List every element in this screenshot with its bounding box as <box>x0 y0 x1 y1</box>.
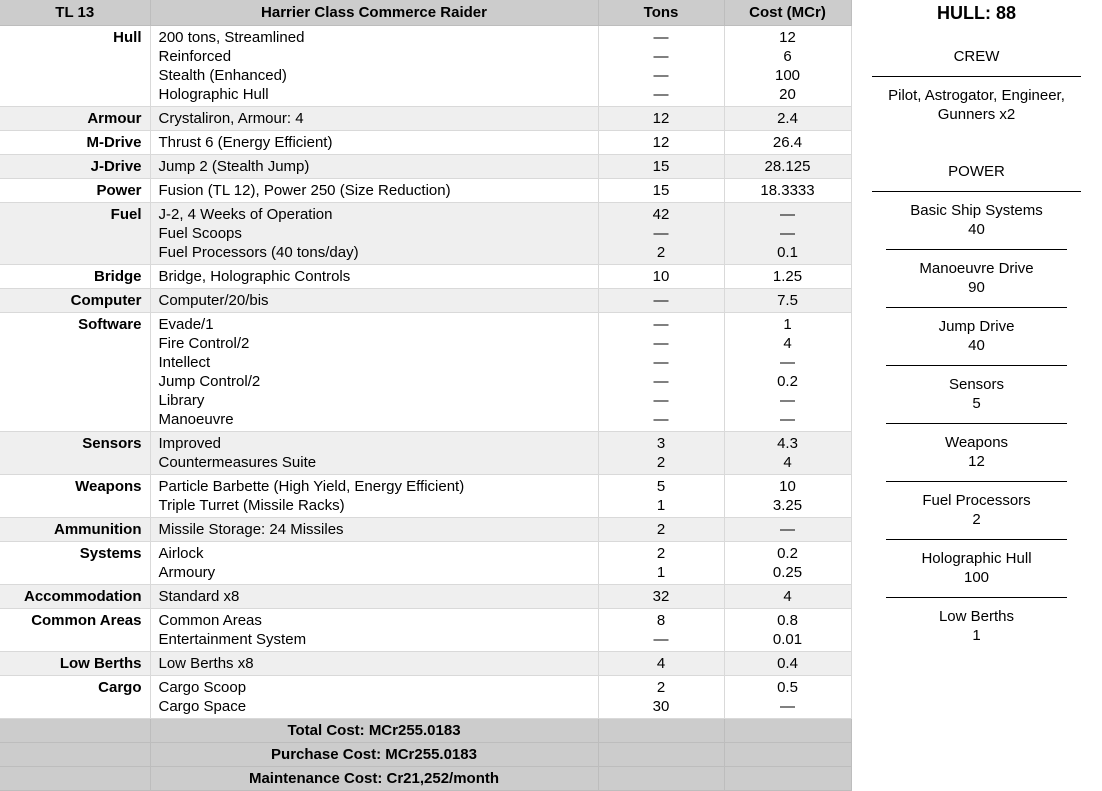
row-description: Fuel Scoops <box>158 225 242 242</box>
row-description-cell <box>150 676 598 719</box>
row-description: J-2, 4 Weeks of Operation <box>158 206 333 223</box>
row-description: Improved <box>158 435 222 452</box>
row-cost: 4 <box>783 588 792 605</box>
row-tons: — <box>653 225 669 242</box>
row-category: Fuel <box>0 203 150 265</box>
row-cost-cell <box>724 432 851 475</box>
row-cost: — <box>780 698 795 715</box>
row-cost-cell <box>724 203 851 265</box>
cost-header: Cost (MCr) <box>724 0 851 26</box>
row-category: Power <box>0 179 150 203</box>
row-description-cell <box>150 585 598 609</box>
power-item <box>851 598 1102 655</box>
row-cost-cell <box>724 26 851 107</box>
row-tons: 32 <box>652 588 670 605</box>
row-tons-cell <box>598 313 724 432</box>
row-tons: — <box>653 67 669 84</box>
power-item-label: Fuel Processors <box>922 492 1031 509</box>
row-cost: — <box>780 392 795 409</box>
row-description: Crystaliron, Armour: 4 <box>158 110 304 127</box>
row-tons-cell <box>598 585 724 609</box>
row-cost-cell <box>724 652 851 676</box>
row-cost: 0.25 <box>772 564 803 581</box>
row-cost: 100 <box>774 67 801 84</box>
row-tons-cell <box>598 542 724 585</box>
row-category: Sensors <box>0 432 150 475</box>
row-tons: — <box>653 411 669 428</box>
total-cost: Total Cost: MCr255.0183 <box>150 719 598 743</box>
row-tons: 2 <box>656 545 666 562</box>
row-description: Intellect <box>158 354 211 371</box>
footer-blank <box>724 743 851 767</box>
row-cost: 7.5 <box>777 292 798 309</box>
row-category: Cargo <box>0 676 150 719</box>
table-row <box>0 107 851 131</box>
row-description-cell <box>150 652 598 676</box>
power-item <box>851 540 1102 597</box>
row-tons-cell <box>598 179 724 203</box>
row-tons: 2 <box>656 679 666 696</box>
hull-points-title: HULL: 88 <box>936 3 1016 23</box>
row-cost: 26.4 <box>772 134 803 151</box>
footer-blank <box>724 767 851 791</box>
row-cost: 0.01 <box>772 631 803 648</box>
row-cost-cell <box>724 313 851 432</box>
row-cost: 3.25 <box>772 497 803 514</box>
row-tons: 3 <box>656 435 666 452</box>
table-row <box>0 179 851 203</box>
row-cost: 2.4 <box>777 110 798 127</box>
row-description: Fire Control/2 <box>158 335 250 352</box>
row-tons-cell <box>598 265 724 289</box>
row-description-cell <box>150 107 598 131</box>
row-cost: — <box>780 411 795 428</box>
power-item <box>851 424 1102 481</box>
row-description: Holographic Hull <box>158 86 269 103</box>
row-category: Accommodation <box>0 585 150 609</box>
row-description: Triple Turret (Missile Racks) <box>158 497 345 514</box>
row-tons-cell <box>598 518 724 542</box>
row-cost: 6 <box>783 48 792 65</box>
row-description-cell <box>150 203 598 265</box>
row-tons: 5 <box>656 478 666 495</box>
row-description-cell <box>150 518 598 542</box>
row-category: J-Drive <box>0 155 150 179</box>
table-row <box>0 289 851 313</box>
row-description-cell <box>150 179 598 203</box>
power-item-value: 12 <box>968 453 985 470</box>
tons-header: Tons <box>598 0 724 26</box>
row-description: Reinforced <box>158 48 232 65</box>
crew-list-line: Pilot, Astrogator, Engineer, <box>888 87 1065 104</box>
power-item-value: 1 <box>972 627 981 644</box>
power-list <box>851 192 1102 655</box>
power-item-label: Sensors <box>948 376 1005 393</box>
row-cost-cell <box>724 155 851 179</box>
power-item-label: Holographic Hull <box>921 550 1032 567</box>
row-cost-cell <box>724 265 851 289</box>
row-tons: 4 <box>656 655 666 672</box>
row-category: Systems <box>0 542 150 585</box>
row-cost: 0.4 <box>777 655 798 672</box>
row-cost-cell <box>724 107 851 131</box>
row-description: Thrust 6 (Energy Efficient) <box>158 134 333 151</box>
row-tons: — <box>653 335 669 352</box>
row-tons-cell <box>598 609 724 652</box>
row-description: 200 tons, Streamlined <box>158 29 305 46</box>
row-tons: — <box>653 29 669 46</box>
row-description: Fusion (TL 12), Power 250 (Size Reduction) <box>158 182 451 199</box>
table-row <box>0 26 851 107</box>
row-description: Airlock <box>158 545 204 562</box>
power-item-label: Basic Ship Systems <box>910 202 1043 219</box>
row-tons: 12 <box>652 110 670 127</box>
row-description: Countermeasures Suite <box>158 454 317 471</box>
row-description: Low Berths x8 <box>158 655 254 672</box>
row-cost-cell <box>724 676 851 719</box>
row-description: Particle Barbette (High Yield, Energy Efficient) <box>158 478 465 495</box>
table-row <box>0 676 851 719</box>
row-tons-cell <box>598 676 724 719</box>
row-description-cell <box>150 26 598 107</box>
row-tons-cell <box>598 107 724 131</box>
power-item <box>851 192 1102 249</box>
row-category: Ammunition <box>0 518 150 542</box>
power-item <box>851 366 1102 423</box>
row-tons: 42 <box>652 206 670 223</box>
row-description-cell <box>150 155 598 179</box>
power-item <box>851 308 1102 365</box>
row-tons: — <box>653 292 669 309</box>
spec-body <box>0 26 851 719</box>
row-cost-cell <box>724 518 851 542</box>
row-description: Jump Control/2 <box>158 373 261 390</box>
table-row <box>0 155 851 179</box>
row-description: Armoury <box>158 564 216 581</box>
row-tons-cell <box>598 26 724 107</box>
row-tons: — <box>653 48 669 65</box>
footer-blank <box>598 743 724 767</box>
row-tons: — <box>653 316 669 333</box>
row-category: Computer <box>0 289 150 313</box>
row-cost-cell <box>724 609 851 652</box>
row-description: Computer/20/bis <box>158 292 269 309</box>
purchase-cost-row <box>0 743 851 767</box>
row-tons: 15 <box>652 182 670 199</box>
row-tons-cell <box>598 652 724 676</box>
footer-blank <box>724 719 851 743</box>
row-cost-cell <box>724 542 851 585</box>
tech-level-header: TL 13 <box>0 0 150 26</box>
row-tons: — <box>653 373 669 390</box>
table-row <box>0 475 851 518</box>
row-description: Fuel Processors (40 tons/day) <box>158 244 359 261</box>
power-item-label: Low Berths <box>938 608 1015 625</box>
row-cost: 4 <box>783 335 792 352</box>
row-category: Weapons <box>0 475 150 518</box>
table-row <box>0 652 851 676</box>
table-row <box>0 542 851 585</box>
row-description-cell <box>150 131 598 155</box>
row-cost: 4 <box>783 454 792 471</box>
footer-blank <box>598 719 724 743</box>
row-cost: 12 <box>779 29 796 46</box>
row-cost: 1.25 <box>772 268 803 285</box>
maintenance-cost-row <box>0 767 851 791</box>
row-description-cell <box>150 542 598 585</box>
power-item <box>851 482 1102 539</box>
row-tons: 2 <box>656 454 666 471</box>
row-cost: 1 <box>783 316 792 333</box>
crew-list <box>851 86 1102 124</box>
power-item-value: 2 <box>972 511 981 528</box>
row-cost: 0.5 <box>777 679 798 696</box>
row-cost: 0.8 <box>777 612 798 629</box>
row-category: Low Berths <box>0 652 150 676</box>
row-description: Manoeuvre <box>158 411 234 428</box>
row-description-cell <box>150 289 598 313</box>
table-row <box>0 265 851 289</box>
row-tons: 2 <box>656 244 666 261</box>
row-tons: 2 <box>656 521 666 538</box>
row-tons: — <box>653 354 669 371</box>
table-row <box>0 131 851 155</box>
row-description: Entertainment System <box>158 631 307 648</box>
row-cost-cell <box>724 475 851 518</box>
row-description-cell <box>150 432 598 475</box>
row-tons: — <box>653 631 669 648</box>
row-tons-cell <box>598 131 724 155</box>
table-header-row <box>0 0 851 26</box>
row-cost: — <box>780 354 795 371</box>
footer-blank <box>0 719 150 743</box>
row-cost: 18.3333 <box>760 182 815 199</box>
crew-list-line: Gunners x2 <box>937 106 1016 123</box>
row-tons: — <box>653 392 669 409</box>
row-cost-cell <box>724 131 851 155</box>
row-cost: — <box>780 521 795 538</box>
table-row <box>0 203 851 265</box>
power-item <box>851 250 1102 307</box>
row-tons-cell <box>598 475 724 518</box>
row-cost: 0.2 <box>777 373 798 390</box>
table-row <box>0 609 851 652</box>
row-tons-cell <box>598 155 724 179</box>
table-row <box>0 518 851 542</box>
row-cost-cell <box>724 289 851 313</box>
row-description: Common Areas <box>158 612 262 629</box>
row-cost: 20 <box>779 86 796 103</box>
row-tons: 15 <box>652 158 670 175</box>
row-tons-cell <box>598 203 724 265</box>
row-description: Library <box>158 392 205 409</box>
row-description: Cargo Space <box>158 698 247 715</box>
table-row <box>0 432 851 475</box>
footer-blank <box>0 743 150 767</box>
row-description: Bridge, Holographic Controls <box>158 268 351 285</box>
crew-heading: CREW <box>953 48 1000 65</box>
power-item-value: 5 <box>972 395 981 412</box>
row-description: Jump 2 (Stealth Jump) <box>158 158 310 175</box>
summary-panel <box>851 0 1102 655</box>
table-row <box>0 313 851 432</box>
power-item-value: 90 <box>968 279 985 296</box>
row-tons-cell <box>598 432 724 475</box>
row-description: Cargo Scoop <box>158 679 247 696</box>
row-cost-cell <box>724 585 851 609</box>
row-tons: 12 <box>652 134 670 151</box>
row-category: Bridge <box>0 265 150 289</box>
row-tons: — <box>653 86 669 103</box>
row-tons: 30 <box>652 698 670 715</box>
power-item-value: 100 <box>963 569 990 586</box>
row-category: Common Areas <box>0 609 150 652</box>
row-cost-cell <box>724 179 851 203</box>
row-tons: 1 <box>656 497 666 514</box>
row-tons: 10 <box>652 268 670 285</box>
total-cost-row <box>0 719 851 743</box>
purchase-cost: Purchase Cost: MCr255.0183 <box>150 743 598 767</box>
row-cost: 28.125 <box>764 158 811 175</box>
table-row <box>0 585 851 609</box>
row-description-cell <box>150 265 598 289</box>
power-item-label: Jump Drive <box>938 318 1015 335</box>
power-item-label: Weapons <box>944 434 1009 451</box>
row-cost: — <box>780 206 795 223</box>
row-description-cell <box>150 475 598 518</box>
row-category: Hull <box>0 26 150 107</box>
row-tons: 1 <box>656 564 666 581</box>
power-item-value: 40 <box>968 221 985 238</box>
power-item-value: 40 <box>968 337 985 354</box>
row-description-cell <box>150 609 598 652</box>
row-cost: 0.1 <box>777 244 798 261</box>
row-description: Stealth (Enhanced) <box>158 67 287 84</box>
power-heading: POWER <box>948 163 1005 180</box>
row-description-cell <box>150 313 598 432</box>
row-category: Software <box>0 313 150 432</box>
row-cost: 0.2 <box>777 545 798 562</box>
footer-blank <box>598 767 724 791</box>
row-description: Standard x8 <box>158 588 240 605</box>
row-cost: — <box>780 225 795 242</box>
row-cost: 10 <box>779 478 796 495</box>
ship-name-header: Harrier Class Commerce Raider <box>150 0 598 26</box>
power-item-label: Manoeuvre Drive <box>919 260 1034 277</box>
row-tons: 8 <box>656 612 666 629</box>
row-description: Evade/1 <box>158 316 214 333</box>
row-category: Armour <box>0 107 150 131</box>
row-tons-cell <box>598 289 724 313</box>
row-description: Missile Storage: 24 Missiles <box>158 521 344 538</box>
row-cost: 4.3 <box>777 435 798 452</box>
footer-blank <box>0 767 150 791</box>
row-category: M-Drive <box>0 131 150 155</box>
maintenance-cost: Maintenance Cost: Cr21,252/month <box>150 767 598 791</box>
